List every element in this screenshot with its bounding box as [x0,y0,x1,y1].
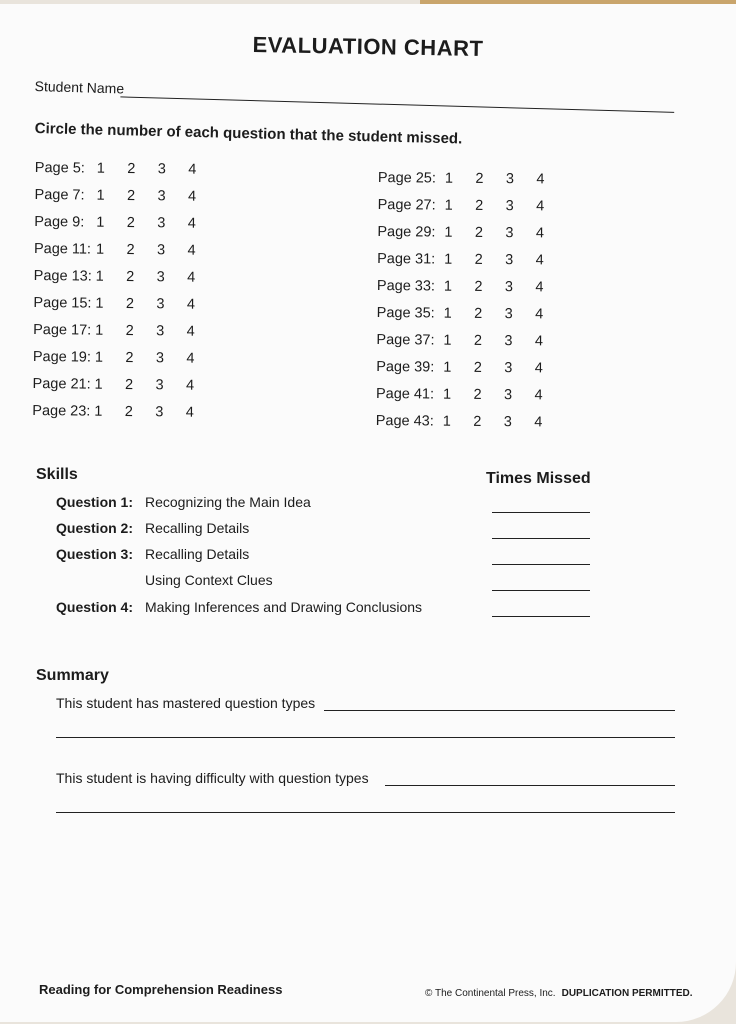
page-row [34,235,218,264]
question-number[interactable]: 3 [505,224,514,241]
question-number[interactable]: 3 [505,170,515,187]
page-row [32,371,216,400]
page-row [33,289,217,318]
question-number[interactable]: 4 [535,225,545,242]
question-number[interactable]: 1 [95,322,104,339]
page-label: Page 11: [33,240,92,258]
skill-row [56,599,422,621]
skill-label: Recalling Details [145,546,250,562]
question-number[interactable]: 1 [95,295,104,312]
page-row [33,317,217,346]
page-row [377,245,566,274]
times-missed-line [492,538,590,539]
page-row [378,191,567,220]
page-row [35,154,219,183]
question-number[interactable]: 2 [473,414,482,431]
question-number[interactable]: 3 [503,387,513,404]
question-number[interactable]: 1 [443,305,452,322]
question-number[interactable]: 1 [95,241,105,258]
page-label: Page 41: [375,386,435,403]
question-number[interactable]: 2 [474,224,484,241]
question-number[interactable]: 2 [126,214,135,231]
page-row [34,262,218,291]
question-number[interactable]: 1 [444,170,454,187]
question-number[interactable]: 4 [534,360,543,377]
skill-label: Making Inferences and Drawing Conclusions [145,599,423,615]
page-label: Page 35: [376,305,435,322]
copyright-text: © The Continental Press, Inc. [425,988,556,999]
summary-mastered-text: This student has mastered question types [56,695,316,711]
question-number[interactable]: 1 [95,268,104,285]
question-number[interactable]: 2 [125,295,135,313]
times-missed-line [492,564,590,565]
page-label: Page 7: [34,186,85,204]
pages-right-column [376,164,567,437]
skill-label: Using Context Clues [145,572,273,588]
skills-heading: Skills [36,466,78,483]
question-number[interactable]: 3 [156,323,165,340]
question-number[interactable]: 1 [442,413,451,431]
question-number[interactable]: 4 [187,188,197,205]
question-number[interactable]: 4 [535,252,544,269]
page-title: EVALUATION CHART [252,31,484,62]
page-label: Page 29: [377,223,436,241]
question-number[interactable]: 1 [96,187,105,204]
page-label: Page 43: [375,413,434,430]
question-label: Question 4: [56,599,134,615]
question-number[interactable]: 1 [443,359,452,376]
question-number[interactable]: 4 [186,323,195,340]
pages-left-column [32,154,219,427]
question-number[interactable]: 3 [156,296,165,313]
question-number[interactable]: 3 [156,242,166,259]
question-number[interactable]: 1 [442,386,452,403]
skill-row [56,494,311,516]
question-number[interactable]: 2 [473,332,483,350]
question-number[interactable]: 3 [504,306,513,323]
student-name-row [34,74,675,122]
times-missed-line [492,590,590,591]
question-number[interactable]: 3 [505,251,514,269]
question-number[interactable]: 3 [505,197,514,214]
question-number[interactable]: 2 [124,404,133,421]
question-number[interactable]: 2 [126,268,135,285]
duplication-text: DUPLICATION PERMITTED. [561,988,693,999]
page-label: Page 33: [376,277,436,295]
page-row [376,327,565,356]
student-name-label: Student Name [34,77,125,97]
question-number[interactable]: 1 [94,404,103,421]
page-row [377,299,566,328]
question-number[interactable]: 4 [534,414,543,431]
question-number[interactable]: 3 [157,215,166,232]
skill-label: Recognizing the Main Idea [145,494,311,510]
skill-row [56,572,273,594]
student-name-line [120,96,674,112]
question-number[interactable]: 4 [535,279,544,296]
question-number[interactable]: 1 [444,251,453,268]
question-number[interactable]: 4 [187,215,196,232]
question-number[interactable]: 1 [96,214,105,231]
page-label: Page 39: [376,359,435,376]
question-number[interactable]: 4 [535,306,544,323]
question-number[interactable]: 4 [188,161,197,178]
question-number[interactable]: 4 [187,269,196,286]
times-missed-line [492,512,590,513]
page-row [34,208,218,237]
skill-row [56,520,249,542]
question-label: Question 3: [56,546,134,562]
summary-difficulty-text: This student is having difficulty with question types [56,770,369,786]
question-number[interactable]: 1 [443,332,452,349]
question-number[interactable]: 2 [126,187,136,204]
page-label: Page 27: [377,196,436,214]
question-number[interactable]: 2 [125,323,134,340]
times-missed-line [492,616,590,617]
summary-mastered-line [324,710,675,711]
question-number[interactable]: 1 [96,160,106,177]
question-number[interactable]: 2 [124,377,134,394]
question-number[interactable]: 4 [534,333,544,350]
page-row [376,381,565,410]
question-number[interactable]: 3 [504,360,513,377]
times-missed-heading: Times Missed [486,470,591,487]
question-number[interactable]: 2 [126,241,135,258]
question-number[interactable]: 1 [443,278,453,295]
page-row [377,272,566,301]
question-number[interactable]: 2 [475,197,484,214]
summary-heading: Summary [36,667,109,684]
page-row [376,408,565,437]
page-row [34,181,218,210]
page-label: Page 37: [376,332,435,349]
page-label: Page 13: [33,267,92,285]
page-label: Page 15: [33,295,92,312]
question-number[interactable]: 4 [186,350,195,367]
question-label: Question 1: [56,494,134,510]
page-label: Page 5: [34,159,85,177]
page-row [376,354,565,383]
footer-book-title: Reading for Comprehension Readiness [39,982,283,997]
question-number[interactable]: 3 [155,404,164,421]
question-number[interactable]: 3 [504,279,514,296]
question-number[interactable]: 2 [473,360,482,377]
summary-mastered-line-2 [56,737,675,738]
question-number[interactable]: 2 [127,160,136,177]
page-row [377,218,566,247]
summary-difficulty-line [385,785,675,786]
question-label: Question 2: [56,520,134,536]
question-number[interactable]: 4 [536,170,545,187]
question-number[interactable]: 3 [155,377,164,394]
skill-row [56,546,249,568]
question-number[interactable]: 2 [475,170,484,187]
question-number[interactable]: 2 [474,251,483,268]
skill-label: Recalling Details [145,520,250,536]
question-number[interactable]: 1 [444,197,453,214]
question-number[interactable]: 4 [186,296,196,313]
question-number[interactable]: 3 [504,333,513,350]
page-row [32,398,216,427]
question-number[interactable]: 4 [185,404,194,422]
page-row [378,164,567,193]
question-number[interactable]: 1 [94,376,103,394]
page-label: Page 25: [377,169,437,187]
question-number[interactable]: 3 [156,269,165,286]
question-number[interactable]: 3 [503,414,512,431]
question-number[interactable]: 2 [473,387,482,404]
question-number[interactable]: 4 [534,387,543,404]
question-number[interactable]: 1 [94,349,104,366]
question-number[interactable]: 4 [187,242,196,259]
page-row [33,344,217,373]
question-number[interactable]: 3 [157,160,167,177]
question-number[interactable]: 3 [155,350,165,367]
question-number[interactable]: 2 [125,350,134,367]
page-label: Page 31: [377,250,436,268]
page-label: Page 23: [32,403,91,420]
question-number[interactable]: 3 [157,187,166,205]
summary-difficulty-line-2 [56,812,675,813]
page-label: Page 21: [32,376,91,393]
footer-copyright [425,988,693,999]
page-label: Page 9: [34,213,85,231]
question-number[interactable]: 2 [474,278,483,295]
page-label: Page 17: [33,322,92,339]
worksheet-page [0,4,736,1022]
question-number[interactable]: 4 [185,377,195,394]
question-number[interactable]: 4 [536,198,545,215]
page-label: Page 19: [32,349,92,366]
question-number[interactable]: 1 [444,224,453,241]
instruction-text: Circle the number of each question that the student missed. [34,120,463,148]
question-number[interactable]: 2 [474,305,483,322]
